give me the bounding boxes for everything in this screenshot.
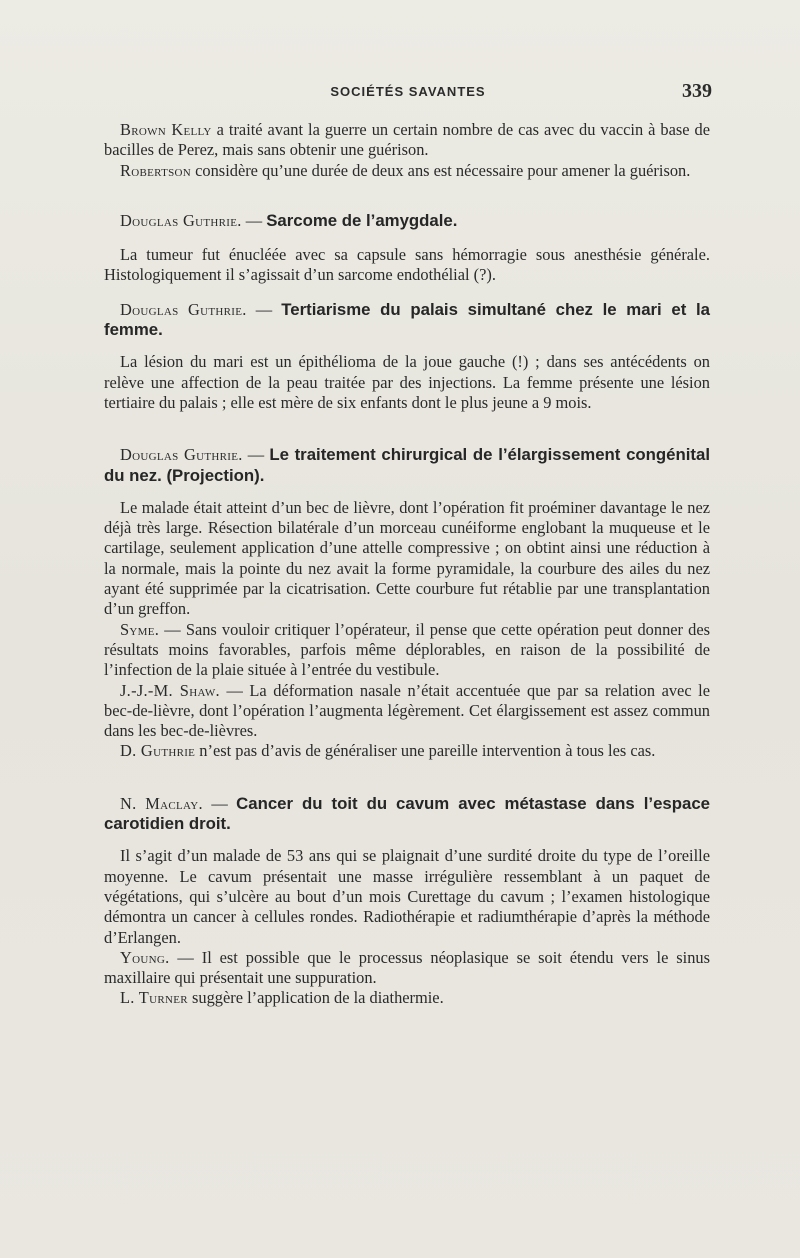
- heading-dash: —: [211, 793, 228, 813]
- paragraph: La tumeur fut énucléée avec sa capsule sans hémorragie sous anesthésie générale. Histologiquement il s’agissait d’un sarcome endothélial (?).: [104, 245, 710, 285]
- running-title: SOCIÉTÉS SAVANTES: [330, 84, 486, 99]
- paragraph-text: a traité avant la guerre un certain nombre de cas avec du vaccin à base de bacilles de Perez, mais sans obtenir une guérison.: [104, 120, 710, 160]
- page-number: 339: [682, 80, 712, 102]
- paragraph: [104, 948, 710, 989]
- paragraph: La lésion du mari est un épithélioma de la joue gauche (!) ; dans ses antécédents on relève une affection de la peau traitée par des injections. La femme présente une lésion tertiaire du palais ; elle est mère de six enfants dont le plus jeune a 9 mois.: [104, 352, 710, 412]
- author-name: Douglas Guthrie.: [120, 210, 242, 230]
- article-title: Le traitement chirurgical de l’élargissement congénital du nez. (Projection).: [104, 445, 710, 485]
- author-name: Young.: [120, 947, 170, 967]
- author-name: N. Maclay.: [120, 793, 203, 813]
- paragraph-text: — La déformation nasale n’était accentuée que par sa relation avec le bec-de-lièvre, dont l’opération l’augmenta légèrement. Cet élargissement est assez commun dans les bec-de-lièvres.: [104, 680, 710, 741]
- article-heading: [104, 794, 710, 835]
- text-block: [104, 120, 710, 1009]
- running-head: [104, 80, 712, 106]
- article-title: Sarcome de l’amygdale.: [266, 210, 458, 230]
- article-heading: [104, 445, 710, 486]
- article-title: Cancer du toit du cavum avec métastase dans l’espace carotidien droit.: [104, 793, 710, 834]
- author-name: Douglas Guthrie.: [120, 445, 243, 465]
- paragraph: [104, 681, 710, 742]
- author-name: D. Guthrie: [120, 741, 196, 761]
- paragraph: Le malade était atteint d’un bec de lièvre, dont l’opération fit proéminer davantage le nez déjà très large. Résection bilatérale d’un morceau cunéiforme englobant la muqueuse et le cartilage, seulement application d’une attelle compressive ; on obtint ainsi une réduction à la normale, mais la pointe du nez avait la forme pyramidale, la courbure des ailes du nez ayant été supprimée par la cicatrisation. Cette courbure fut rétablie par une transplantation d’un greffon.: [104, 497, 710, 619]
- author-name: Robertson: [120, 160, 192, 180]
- article-heading: [104, 211, 710, 231]
- author-name: J.-J.-M. Shaw.: [120, 680, 220, 700]
- author-name: Brown Kelly: [120, 120, 212, 139]
- paragraph-text: suggère l’application de la diathermie.: [187, 988, 444, 1008]
- paragraph-text: n’est pas d’avis de généraliser une pareille intervention à tous les cas.: [195, 741, 656, 761]
- paragraph-text: — Sans vouloir critiquer l’opérateur, il pense que cette opération peut donner des résultats moins favorables, parfois même déplorables, en raison de la possibilité de l’infection de la plaie située à l’entrée du vestibule.: [104, 619, 710, 680]
- heading-dash: —: [245, 210, 263, 230]
- paragraph: Il s’agit d’un malade de 53 ans qui se plaignait d’une surdité droite du type de l’oreille moyenne. Le cavum présentait une masse irrégulière ressemblant à un paquet de végétations, qui s’ulcère au bout d’un mois Curettage du cavum ; l’examen histologique démontra un cancer à cellules rondes. Radiothérapie et radiumthérapie d’après la méthode d’Erlangen.: [104, 846, 710, 947]
- paragraph: [104, 988, 710, 1008]
- paragraph: [104, 161, 710, 181]
- heading-dash: —: [255, 299, 273, 319]
- article-title: Tertiarisme du palais simultané chez le mari et la femme.: [104, 299, 710, 340]
- paragraph: [104, 120, 710, 161]
- author-name: L. Turner: [120, 988, 188, 1008]
- paragraph-text: — Il est possible que le processus néoplasique se soit étendu vers le sinus maxillaire qui présentait une suppuration.: [104, 947, 710, 988]
- author-name: Syme.: [120, 619, 160, 639]
- author-name: Douglas Guthrie.: [120, 299, 247, 319]
- heading-dash: —: [247, 445, 265, 465]
- article-heading: [104, 300, 710, 341]
- paragraph-text: considère qu’une durée de deux ans est nécessaire pour amener la guérison.: [191, 160, 691, 180]
- paragraph: [104, 741, 710, 761]
- paragraph: [104, 620, 710, 681]
